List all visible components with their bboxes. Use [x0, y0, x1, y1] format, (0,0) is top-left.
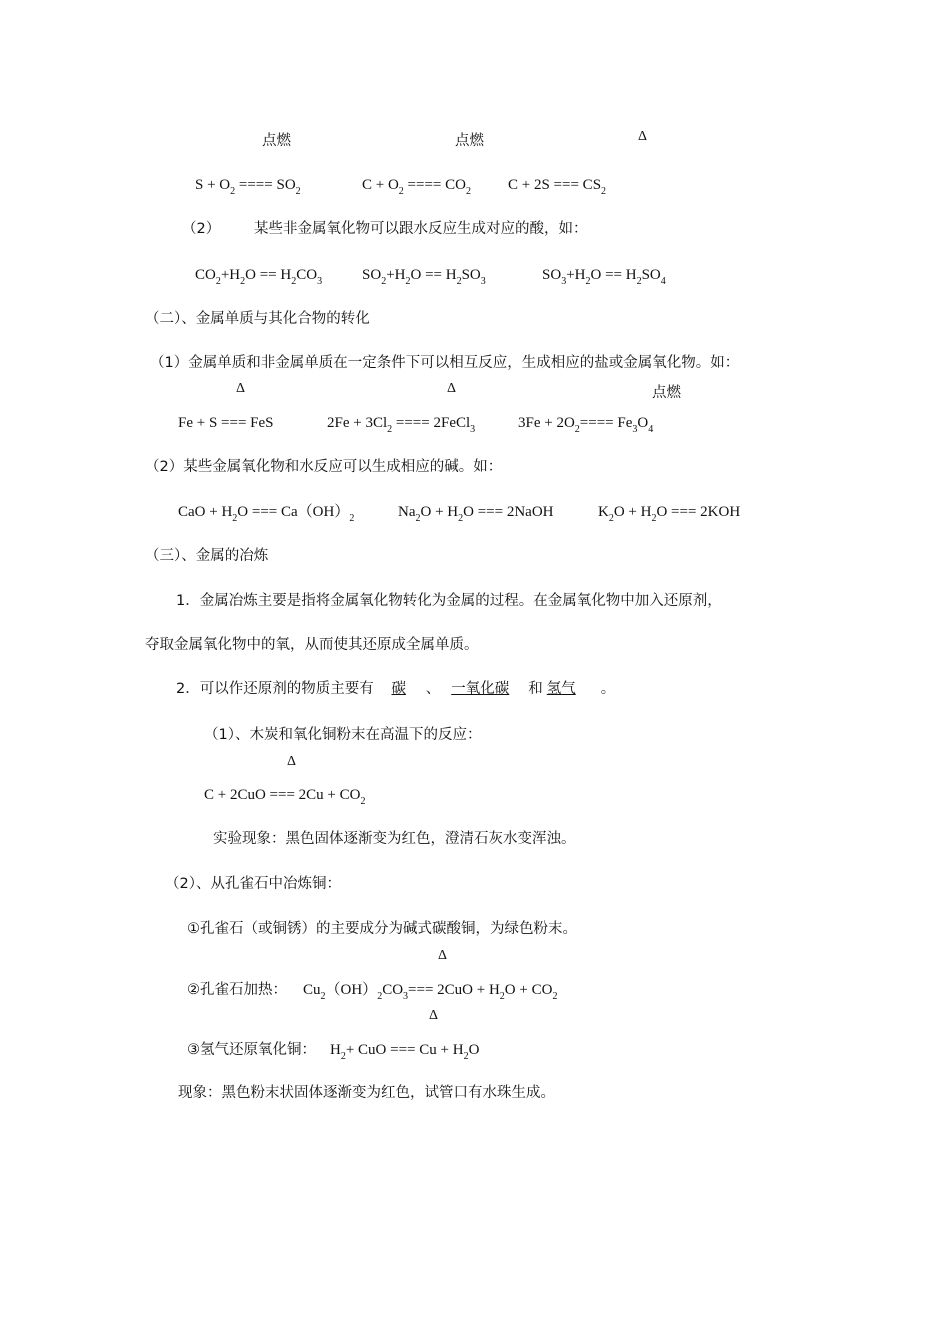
equation-fe-o2: $3Fe + 2O_2==== Fe_3O_4$ [518, 415, 654, 435]
equation-so2-h2o: $SO_2+H_2O == H_2SO_3$ [362, 267, 486, 287]
item-text: （1）金属单质和非金属单质在一定条件下可以相互反应，生成相应的盐或金属氧化物。如： [150, 355, 740, 371]
step-line: ③氢气还原氧化铜： $H_2+$ CuO === $Cu + H_2O$ [187, 1042, 480, 1062]
step-text: ①孔雀石（或铜锈）的主要成分为碱式碳酸铜，为绿色粉末。 [187, 921, 577, 937]
reducing-agents-line: 2．可以作还原剂的物质主要有 碳 、 一氧化碳 和 氢气 。 [176, 681, 616, 697]
condition-heat: Δ [236, 381, 246, 396]
equation-cao-h2o: CaO + $H_2O$ === $Ca(OH)_2$ [178, 504, 355, 524]
equation-s-o2: $S + O_2$ ==== $SO_2$ [195, 177, 301, 197]
item-number: （2） [182, 221, 221, 237]
equation-fe-cl2: $2Fe + 3Cl_2$ ==== 2FeCl$_3$ [327, 415, 476, 435]
condition-ignite: 点燃 [262, 133, 291, 149]
item-text: （2）某些金属氧化物和水反应可以生成相应的碱。如： [145, 459, 503, 475]
subsection-title: （1）、木炭和氧化铜粉末在高温下的反应： [204, 727, 482, 743]
answer-blank: 一氧化碳 [451, 681, 510, 697]
paragraph-line: 夺取金属氧化物中的氧，从而使其还原成全属单质。 [145, 637, 479, 653]
equation-so3-h2o: $SO_3+H_2O == H_2SO_4$ [542, 267, 666, 287]
condition-heat: Δ [429, 1008, 439, 1023]
equation-c-o2: $C + O_2$ ==== $CO_2$ [362, 177, 471, 197]
equation-co2-h2o: $CO_2+H_2O == H_2CO_3$ [195, 267, 323, 287]
equation-h2-cuo: $H_2+$ CuO === $Cu + H_2O$ [330, 1042, 480, 1062]
section-title: （二）、金属单质与其化合物的转化 [145, 311, 370, 327]
condition-heat: Δ [438, 948, 448, 963]
answer-blank: 氢气 [546, 681, 576, 697]
equation-malachite: $Cu_2(OH)_2CO_3=== 2CuO + H_2O + CO_2$ [303, 982, 558, 1002]
phenomenon-text: 现象：黑色粉末状固体逐渐变为红色，试管口有水珠生成。 [178, 1085, 555, 1101]
equation-fe-s: Fe + S === FeS [178, 415, 274, 431]
step-line: ②孔雀石加热： $Cu_2(OH)_2CO_3=== 2CuO + H_2O + CO_2$ [187, 982, 558, 1002]
item-text: 某些非金属氧化物可以跟水反应生成对应的酸，如： [254, 221, 588, 237]
equation-na2o-h2o: $Na_2O + H_2O$ === 2NaOH [398, 504, 554, 524]
equation-c-s: C + 2S === $CS_2$ [508, 177, 607, 197]
condition-heat: Δ [638, 129, 648, 144]
subsection-title: （2）、从孔雀石中冶炼铜： [165, 876, 341, 892]
section-title: （三）、金属的冶炼 [145, 548, 269, 564]
condition-heat: Δ [287, 754, 297, 769]
equation-c-cuo: C + 2CuO === $2Cu + CO_2$ [204, 787, 366, 807]
answer-blank: 碳 [391, 681, 406, 697]
condition-ignite: 点燃 [455, 133, 484, 149]
condition-ignite: 点燃 [652, 385, 681, 401]
equation-k2o-h2o: $K_2O + H_2O$ === 2KOH [598, 504, 741, 524]
condition-heat: Δ [447, 381, 457, 396]
phenomenon-text: 实验现象：黑色固体逐渐变为红色，澄清石灰水变浑浊。 [213, 831, 576, 847]
paragraph-line: 1．金属冶炼主要是指将金属氧化物转化为金属的过程。在金属氧化物中加入还原剂， [176, 593, 722, 609]
